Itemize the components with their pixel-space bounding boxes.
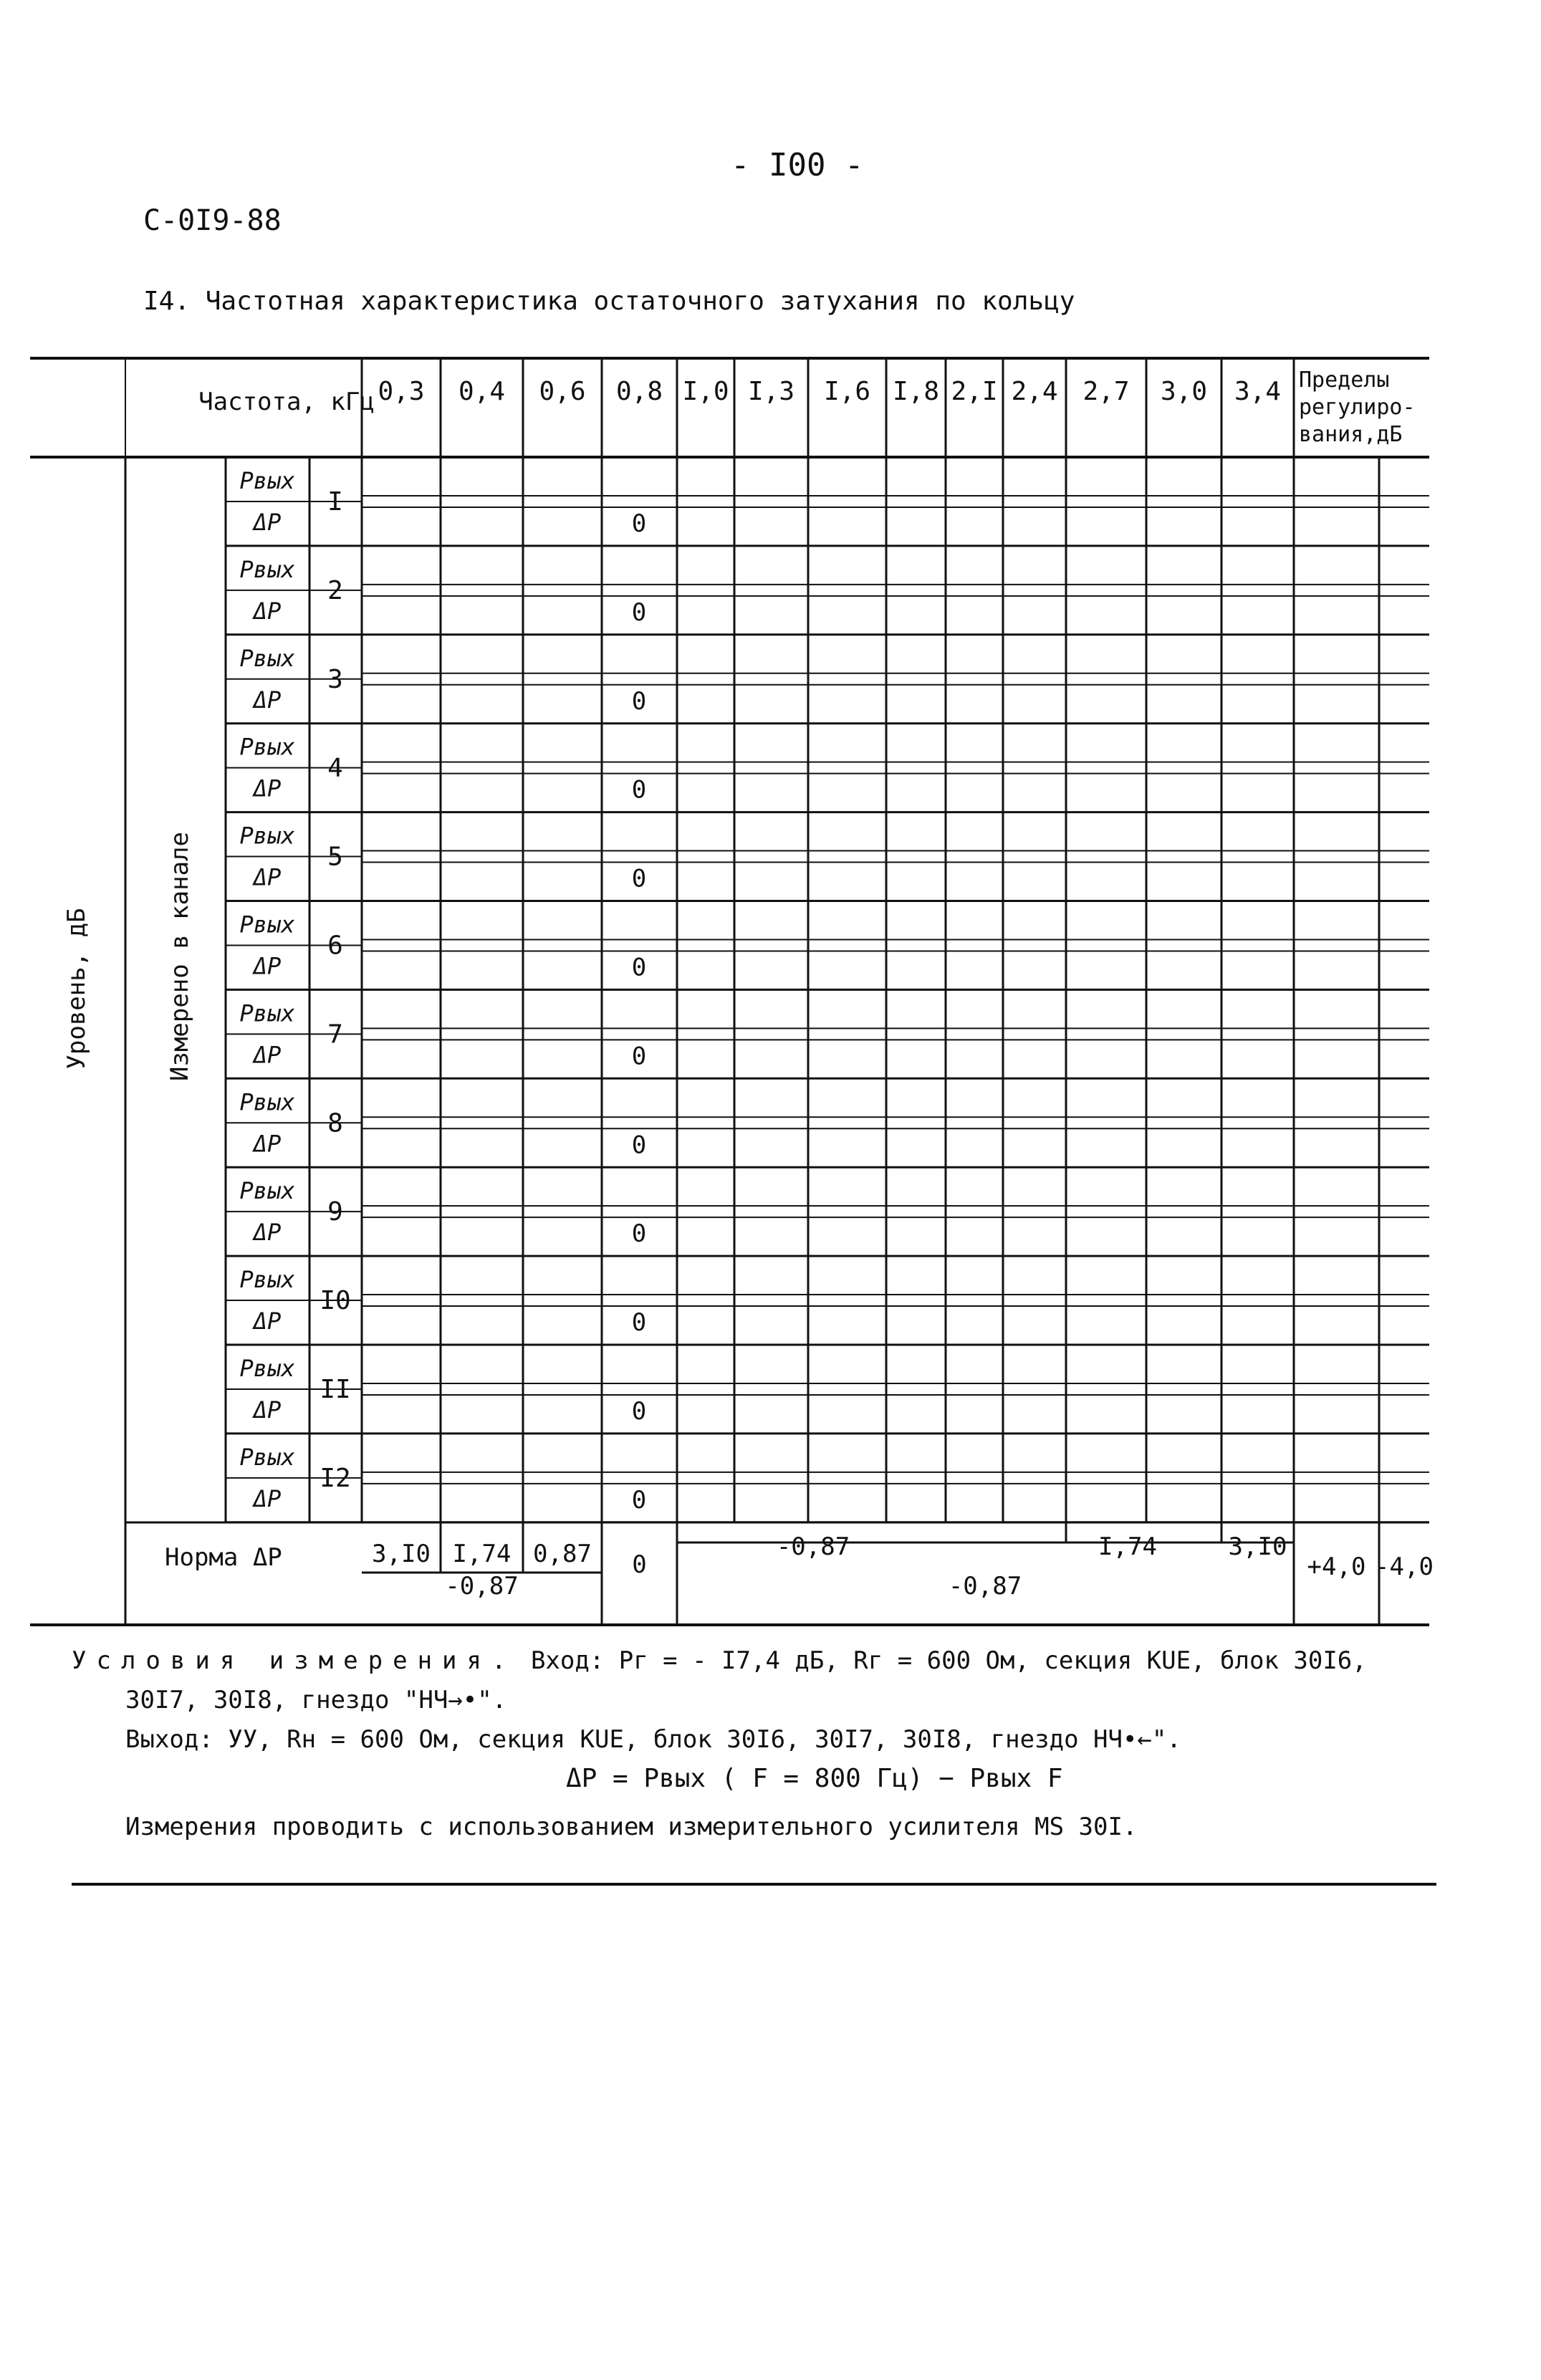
section-heading: I4. Частотная характеристика остаточного затухания по кольцу xyxy=(143,287,1075,316)
dp-zero: 0 xyxy=(631,1042,647,1071)
measured-label: Измерено в канале xyxy=(165,832,194,1081)
delta-p-formula: ΔP = Pвых ( F = 800 Гц) − Pвых F xyxy=(566,1764,1063,1793)
conditions-input: Вход: Pг = - I7,4 дБ, Rг = 600 Ом, секция KUE, блок 30I6, xyxy=(530,1646,1367,1675)
channel-8: 8 xyxy=(327,1108,343,1138)
dp-label: ΔP xyxy=(253,952,282,980)
channel-II: II xyxy=(320,1375,351,1404)
conditions-output: Выход: УУ, Rн = 600 Ом, секция KUE, блок 30I6, 30I7, 30I8, гнездо НЧ•←". xyxy=(125,1725,1181,1754)
pout-label: Pвых xyxy=(239,555,295,583)
dp-label: ΔP xyxy=(253,774,282,802)
pout-label: Pвых xyxy=(239,1177,295,1205)
pout-label: Pвых xyxy=(239,1355,295,1382)
norm-low-0-3-to-0-6: -0,87 xyxy=(445,1572,519,1601)
limit-plus: +4,0 xyxy=(1307,1553,1366,1581)
dp-zero: 0 xyxy=(631,1219,647,1249)
freq-header: Частота, кГц xyxy=(198,388,375,416)
norm-0-8: 0 xyxy=(632,1550,647,1579)
dp-label: ΔP xyxy=(253,686,282,714)
freq-1: 0,4 xyxy=(458,377,506,406)
dp-label: ΔP xyxy=(253,1484,282,1512)
freq-4: I,0 xyxy=(682,377,729,406)
dp-zero: 0 xyxy=(631,509,647,538)
dp-label: ΔP xyxy=(253,1219,282,1247)
dp-label: ΔP xyxy=(253,1307,282,1335)
bottom-rule xyxy=(72,1883,1436,1886)
pout-label: Pвых xyxy=(239,1443,295,1471)
dp-label: ΔP xyxy=(253,1130,282,1158)
dp-zero: 0 xyxy=(631,686,647,716)
freq-10: 2,7 xyxy=(1082,377,1130,406)
dp-label: ΔP xyxy=(253,509,282,536)
freq-8: 2,I xyxy=(951,377,998,406)
channel-3: 3 xyxy=(327,664,343,694)
pout-label: Pвых xyxy=(239,1266,295,1294)
pout-label: Pвых xyxy=(239,911,295,939)
norm-1-0-to-2-4: -0,87 xyxy=(776,1532,850,1561)
freq-12: 3,4 xyxy=(1234,377,1282,406)
pout-label: Pвых xyxy=(239,733,295,761)
channel-2: 2 xyxy=(327,575,343,605)
freq-3: 0,8 xyxy=(615,377,663,406)
pout-label: Pвых xyxy=(239,467,295,494)
dp-zero: 0 xyxy=(631,1485,647,1515)
page-number: - I00 - xyxy=(731,147,864,183)
dp-zero: 0 xyxy=(631,864,647,893)
channel-9: 9 xyxy=(327,1197,343,1227)
dp-zero: 0 xyxy=(631,775,647,805)
norm-0-3: 3,I0 xyxy=(372,1540,431,1568)
dp-label: ΔP xyxy=(253,1041,282,1069)
norm-0-6: 0,87 xyxy=(533,1540,592,1568)
limits-header-3: вания,дБ xyxy=(1299,422,1403,447)
norm-low-1-0-to-3-4: -0,87 xyxy=(948,1572,1022,1601)
dp-zero: 0 xyxy=(631,1397,647,1426)
freq-0: 0,3 xyxy=(378,377,425,406)
dp-label: ΔP xyxy=(253,863,282,891)
channel-7: 7 xyxy=(327,1019,343,1050)
dp-zero: 0 xyxy=(631,1131,647,1160)
measurement-note: Измерения проводить с использованием измерительного усилителя MS 30I. xyxy=(125,1813,1138,1841)
channel-I2: I2 xyxy=(320,1463,351,1493)
pout-label: Pвых xyxy=(239,999,295,1027)
freq-6: I,6 xyxy=(823,377,871,406)
limits-header-1: Пределы xyxy=(1299,368,1390,393)
pout-label: Pвых xyxy=(239,1088,295,1116)
freq-7: I,8 xyxy=(892,377,940,406)
pout-label: Pвых xyxy=(239,644,295,672)
channel-5: 5 xyxy=(327,842,343,872)
channel-I: I xyxy=(327,487,343,517)
limit-minus: -4,0 xyxy=(1375,1553,1434,1581)
dp-label: ΔP xyxy=(253,597,282,625)
dp-zero: 0 xyxy=(631,1308,647,1338)
norm-2-7: I,74 xyxy=(1098,1532,1157,1561)
dp-label: ΔP xyxy=(253,1396,282,1424)
channel-4: 4 xyxy=(327,753,343,783)
conditions-line-1 xyxy=(72,1646,1367,1675)
dp-zero: 0 xyxy=(631,953,647,982)
dp-zero: 0 xyxy=(631,598,647,627)
conditions-title: Условия измерения. xyxy=(72,1646,517,1675)
norm-3-4: 3,I0 xyxy=(1228,1532,1287,1561)
conditions-line-2: 30I7, 30I8, гнездо "НЧ→•". xyxy=(125,1686,507,1714)
channel-I0: I0 xyxy=(320,1286,351,1316)
freq-11: 3,0 xyxy=(1160,377,1208,406)
limits-header-2: регулиро- xyxy=(1299,395,1416,420)
channel-6: 6 xyxy=(327,931,343,961)
freq-2: 0,6 xyxy=(539,377,586,406)
level-label: Уровень, дБ xyxy=(62,908,91,1070)
freq-5: I,3 xyxy=(747,377,795,406)
norm-0-4: I,74 xyxy=(452,1540,512,1568)
pout-label: Pвых xyxy=(239,822,295,850)
norm-label: Норма ΔP xyxy=(165,1543,282,1572)
document-id: С-0I9-88 xyxy=(143,204,282,237)
freq-9: 2,4 xyxy=(1011,377,1058,406)
